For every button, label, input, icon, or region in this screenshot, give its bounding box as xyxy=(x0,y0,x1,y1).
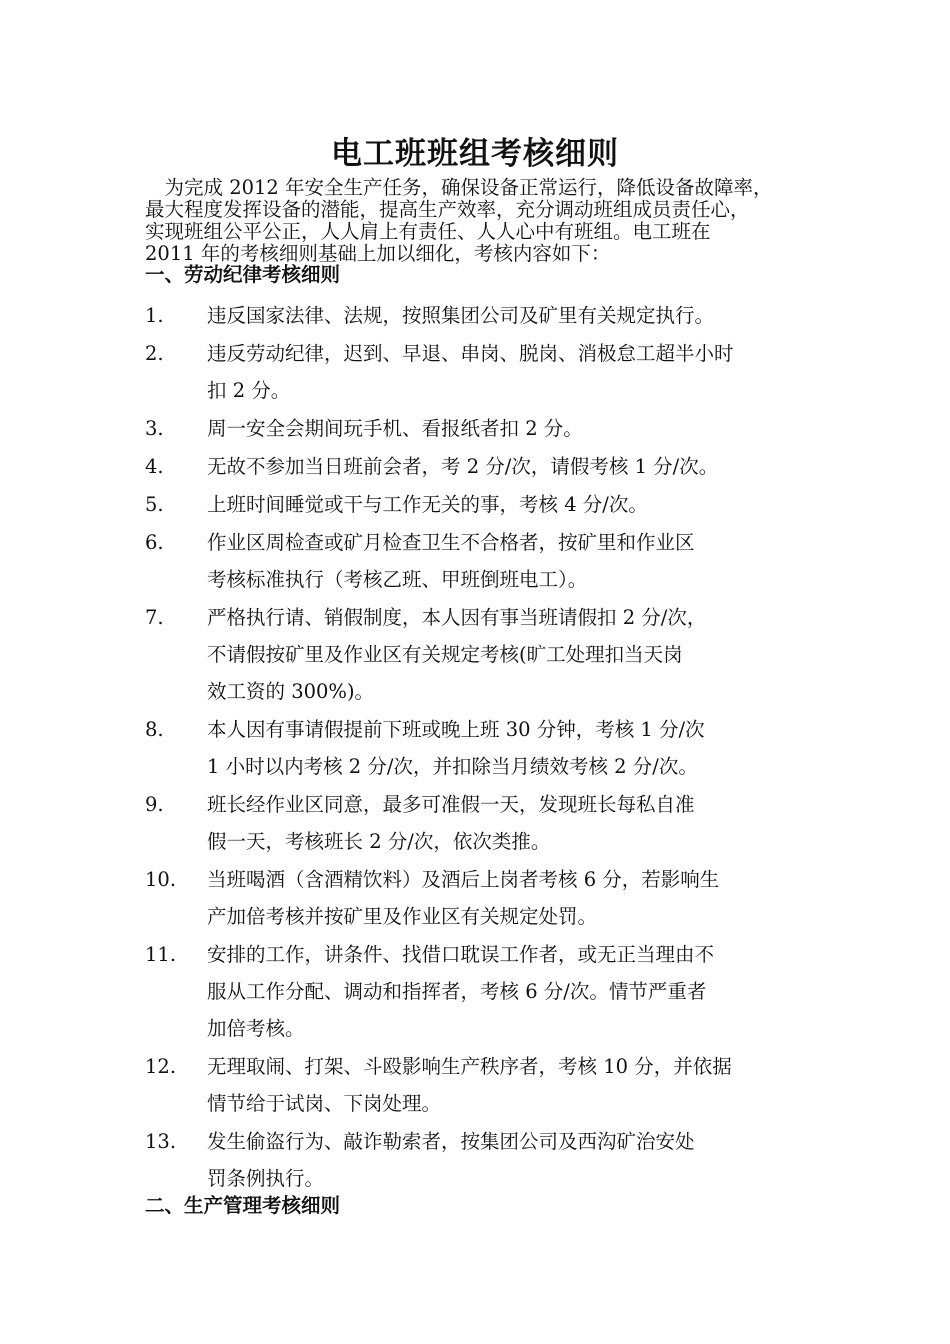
list-item xyxy=(145,297,825,334)
list-item xyxy=(145,1123,825,1197)
list-item-number: 13. xyxy=(145,1130,177,1153)
list-item-number: 8. xyxy=(145,718,164,741)
rule-list xyxy=(145,297,825,1198)
list-item-text xyxy=(207,524,825,598)
list-item-line: 无理取闹、打架、斗殴影响生产秩序者，考核 10 分，并依据 xyxy=(207,1055,732,1078)
list-item-number: 10. xyxy=(145,868,177,891)
list-item xyxy=(145,861,825,935)
list-item-number: 4. xyxy=(145,455,164,478)
list-item-line: 假一天，考核班长 2 分/次，依次类推。 xyxy=(207,830,551,853)
list-item-line: 周一安全会期间玩手机、看报纸者扣 2 分。 xyxy=(207,417,583,440)
list-item-number: 3. xyxy=(145,417,164,440)
list-item-line: 违反国家法律、法规，按照集团公司及矿里有关规定执行。 xyxy=(207,304,715,327)
list-item-line: 不请假按矿里及作业区有关规定考核(旷工处理扣当天岗 xyxy=(207,643,683,666)
list-item-text xyxy=(207,1123,825,1197)
list-item-number: 9. xyxy=(145,793,164,816)
list-item xyxy=(145,599,825,710)
intro-paragraph xyxy=(145,177,820,265)
list-item-number: 6. xyxy=(145,531,164,554)
list-item-line: 严格执行请、销假制度，本人因有事当班请假扣 2 分/次， xyxy=(207,606,707,629)
list-item-line: 服从工作分配、调动和指挥者，考核 6 分/次。情节严重者 xyxy=(207,980,707,1003)
list-item-line: 违反劳动纪律，迟到、早退、串岗、脱岗、消极怠工超半小时 xyxy=(207,342,734,365)
intro-line: 实现班组公平公正，人人肩上有责任、人人心中有班组。电工班在 xyxy=(145,220,711,243)
list-item-line: 扣 2 分。 xyxy=(207,379,291,402)
list-item-number: 11. xyxy=(145,943,177,966)
list-item-text xyxy=(207,486,825,523)
intro-line: 2011 年的考核细则基础上加以细化，考核内容如下： xyxy=(145,242,611,265)
list-item-line: 本人因有事请假提前下班或晚上班 30 分钟，考核 1 分/次 xyxy=(207,718,705,741)
list-item-text xyxy=(207,599,825,710)
list-item xyxy=(145,936,825,1047)
list-item-text xyxy=(207,335,825,409)
list-item-line: 罚条例执行。 xyxy=(207,1167,325,1190)
list-item-text xyxy=(207,448,825,485)
intro-line: 最大程度发挥设备的潜能，提高生产效率，充分调动班组成员责任心， xyxy=(145,198,750,221)
list-item-line: 发生偷盗行为、敲诈勒索者，按集团公司及西沟矿治安处 xyxy=(207,1130,695,1153)
section-heading-1: 一、劳动纪律考核细则 xyxy=(145,263,341,286)
list-item-line: 班长经作业区同意，最多可准假一天，发现班长每私自准 xyxy=(207,793,695,816)
list-item-line: 情节给于试岗、下岗处理。 xyxy=(207,1092,442,1115)
list-item xyxy=(145,448,825,485)
section-heading-2: 二、生产管理考核细则 xyxy=(145,1194,341,1217)
list-item-text xyxy=(207,936,825,1047)
list-item-text xyxy=(207,861,825,935)
list-item xyxy=(145,410,825,447)
list-item xyxy=(145,711,825,785)
list-item xyxy=(145,524,825,598)
list-item-text xyxy=(207,410,825,447)
list-item xyxy=(145,486,825,523)
list-item-number: 12. xyxy=(145,1055,177,1078)
document-title: 电工班班组考核细则 xyxy=(331,136,619,172)
list-item xyxy=(145,335,825,409)
list-item xyxy=(145,786,825,860)
list-item-line: 效工资的 300%)。 xyxy=(207,680,375,703)
list-item-line: 无故不参加当日班前会者，考 2 分/次，请假考核 1 分/次。 xyxy=(207,455,719,478)
list-item-number: 1. xyxy=(145,304,164,327)
list-item-line: 安排的工作，讲条件、找借口耽误工作者，或无正当理由不 xyxy=(207,943,715,966)
list-item xyxy=(145,1048,825,1122)
list-item-text xyxy=(207,786,825,860)
list-item-number: 5. xyxy=(145,493,164,516)
list-item-line: 加倍考核。 xyxy=(207,1017,305,1040)
list-item-line: 上班时间睡觉或干与工作无关的事，考核 4 分/次。 xyxy=(207,493,648,516)
list-item-number: 2. xyxy=(145,342,164,365)
list-item-line: 产加倍考核并按矿里及作业区有关规定处罚。 xyxy=(207,905,598,928)
list-item-text xyxy=(207,711,825,785)
list-item-line: 1 小时以内考核 2 分/次，并扣除当月绩效考核 2 分/次。 xyxy=(207,755,698,778)
list-item-line: 考核标准执行（考核乙班、甲班倒班电工）。 xyxy=(207,568,588,591)
list-item-text xyxy=(207,297,825,334)
list-item-text xyxy=(207,1048,825,1122)
list-item-line: 当班喝酒（含酒精饮料）及酒后上岗者考核 6 分，若影响生 xyxy=(207,868,720,891)
list-item-number: 7. xyxy=(145,606,164,629)
intro-line: 为完成 2012 年安全生产任务，确保设备正常运行，降低设备故障率， xyxy=(145,176,773,199)
list-item-line: 作业区周检查或矿月检查卫生不合格者，按矿里和作业区 xyxy=(207,531,695,554)
